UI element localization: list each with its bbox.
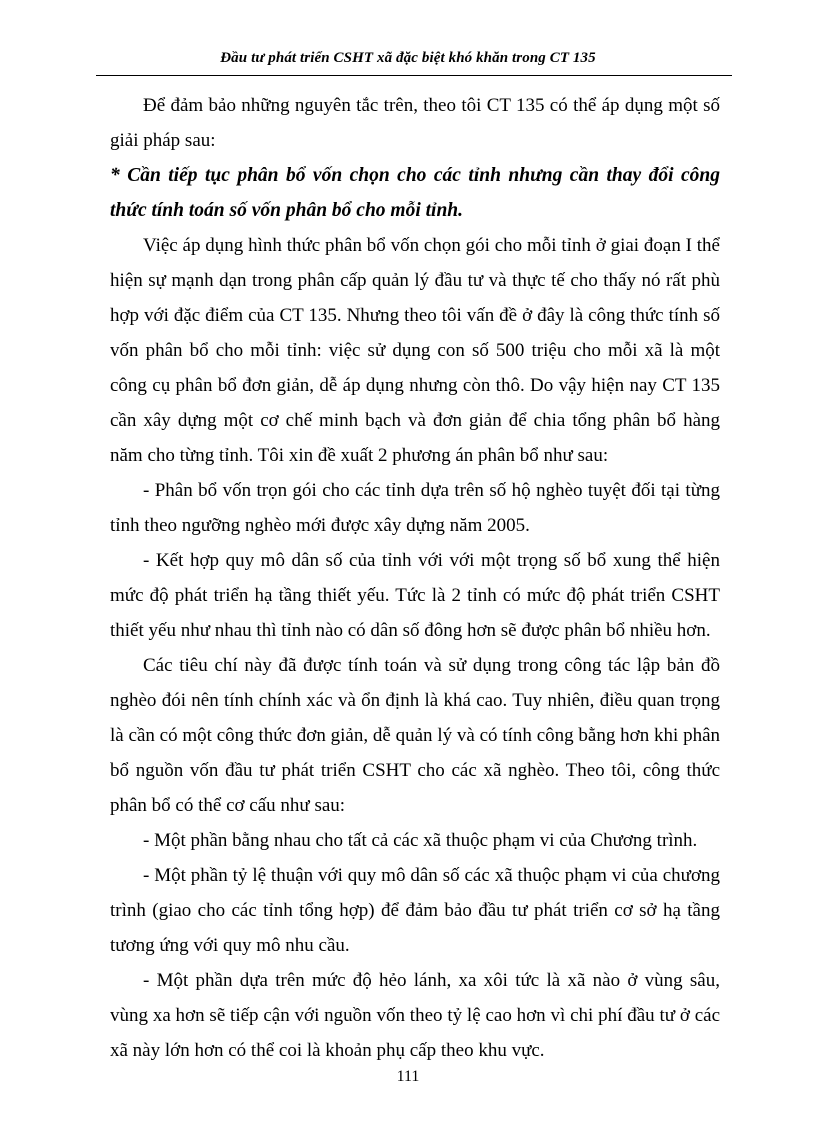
body-text — [110, 88, 720, 1068]
header-divider — [96, 75, 732, 76]
paragraph: Việc áp dụng hình thức phân bổ vốn chọn gói cho mỗi tỉnh ở giai đoạn I thể hiện sự mạnh dạn trong phân cấp quản lý đầu tư và thực tế cho thấy nó rất phù hợp với đặc điểm của CT 135. Nhưng theo tôi vấn đề ở đây là công thức tính số vốn phân bổ cho mỗi tỉnh: việc sử dụng con số 500 triệu cho mỗi xã là một công cụ phân bổ đơn giản, dễ áp dụng nhưng còn thô. Do vậy hiện nay CT 135 cần xây dựng một cơ chế minh bạch và đơn giản để chia tổng phân bổ hàng năm cho từng tỉnh. Tôi xin đề xuất 2 phương án phân bổ như sau: — [110, 235, 720, 466]
list-item: - Một phần dựa trên mức độ hẻo lánh, xa xôi tức là xã nào ở vùng sâu, vùng xa hơn sẽ tiếp cận với nguồn vốn theo tỷ lệ cao hơn vì chi phí đầu tư ở các xã này lớn hơn có thể coi là khoản phụ cấp theo khu vực. — [110, 970, 720, 1061]
list-item: - Phân bổ vốn trọn gói cho các tỉnh dựa trên số hộ nghèo tuyệt đối tại từng tỉnh theo ngưỡng nghèo mới được xây dựng năm 2005. — [110, 480, 720, 536]
list-item: - Kết hợp quy mô dân số của tỉnh với với một trọng số bổ xung thể hiện mức độ phát triển hạ tầng thiết yếu. Tức là 2 tỉnh có mức độ phát triển CSHT thiết yếu như nhau thì tỉnh nào có dân số đông hơn sẽ được phân bổ nhiều hơn. — [110, 550, 720, 641]
running-header: Đầu tư phát triển CSHT xã đặc biệt khó khăn trong CT 135 — [220, 50, 596, 66]
list-item: - Một phần bằng nhau cho tất cả các xã thuộc phạm vi của Chương trình. — [143, 830, 698, 851]
paragraph: Các tiêu chí này đã được tính toán và sử dụng trong công tác lập bản đồ nghèo đói nên tính chính xác và ổn định là khá cao. Tuy nhiên, điều quan trọng là cần có một công thức đơn giản, dễ quản lý và có tính công bằng hơn khi phân bổ nguồn vốn đầu tư phát triển CSHT cho các xã nghèo. Theo tôi, công thức phân bổ có thể cơ cấu như sau: — [110, 655, 720, 816]
list-item: - Một phần tỷ lệ thuận với quy mô dân số các xã thuộc phạm vi của chương trình (giao cho các tỉnh tổng hợp) để đảm bảo đầu tư phát triển cơ sở hạ tầng tương ứng với quy mô nhu cầu. — [110, 865, 720, 956]
page-number: 111 — [396, 1068, 420, 1085]
section-heading: * Cần tiếp tục phân bổ vốn chọn cho các tỉnh nhưng cần thay đổi công thức tính toán số vốn phân bổ cho mỗi tỉnh. — [110, 165, 720, 221]
paragraph-intro: Để đảm bảo những nguyên tắc trên, theo tôi CT 135 có thể áp dụng một số giải pháp sau: — [110, 95, 720, 151]
